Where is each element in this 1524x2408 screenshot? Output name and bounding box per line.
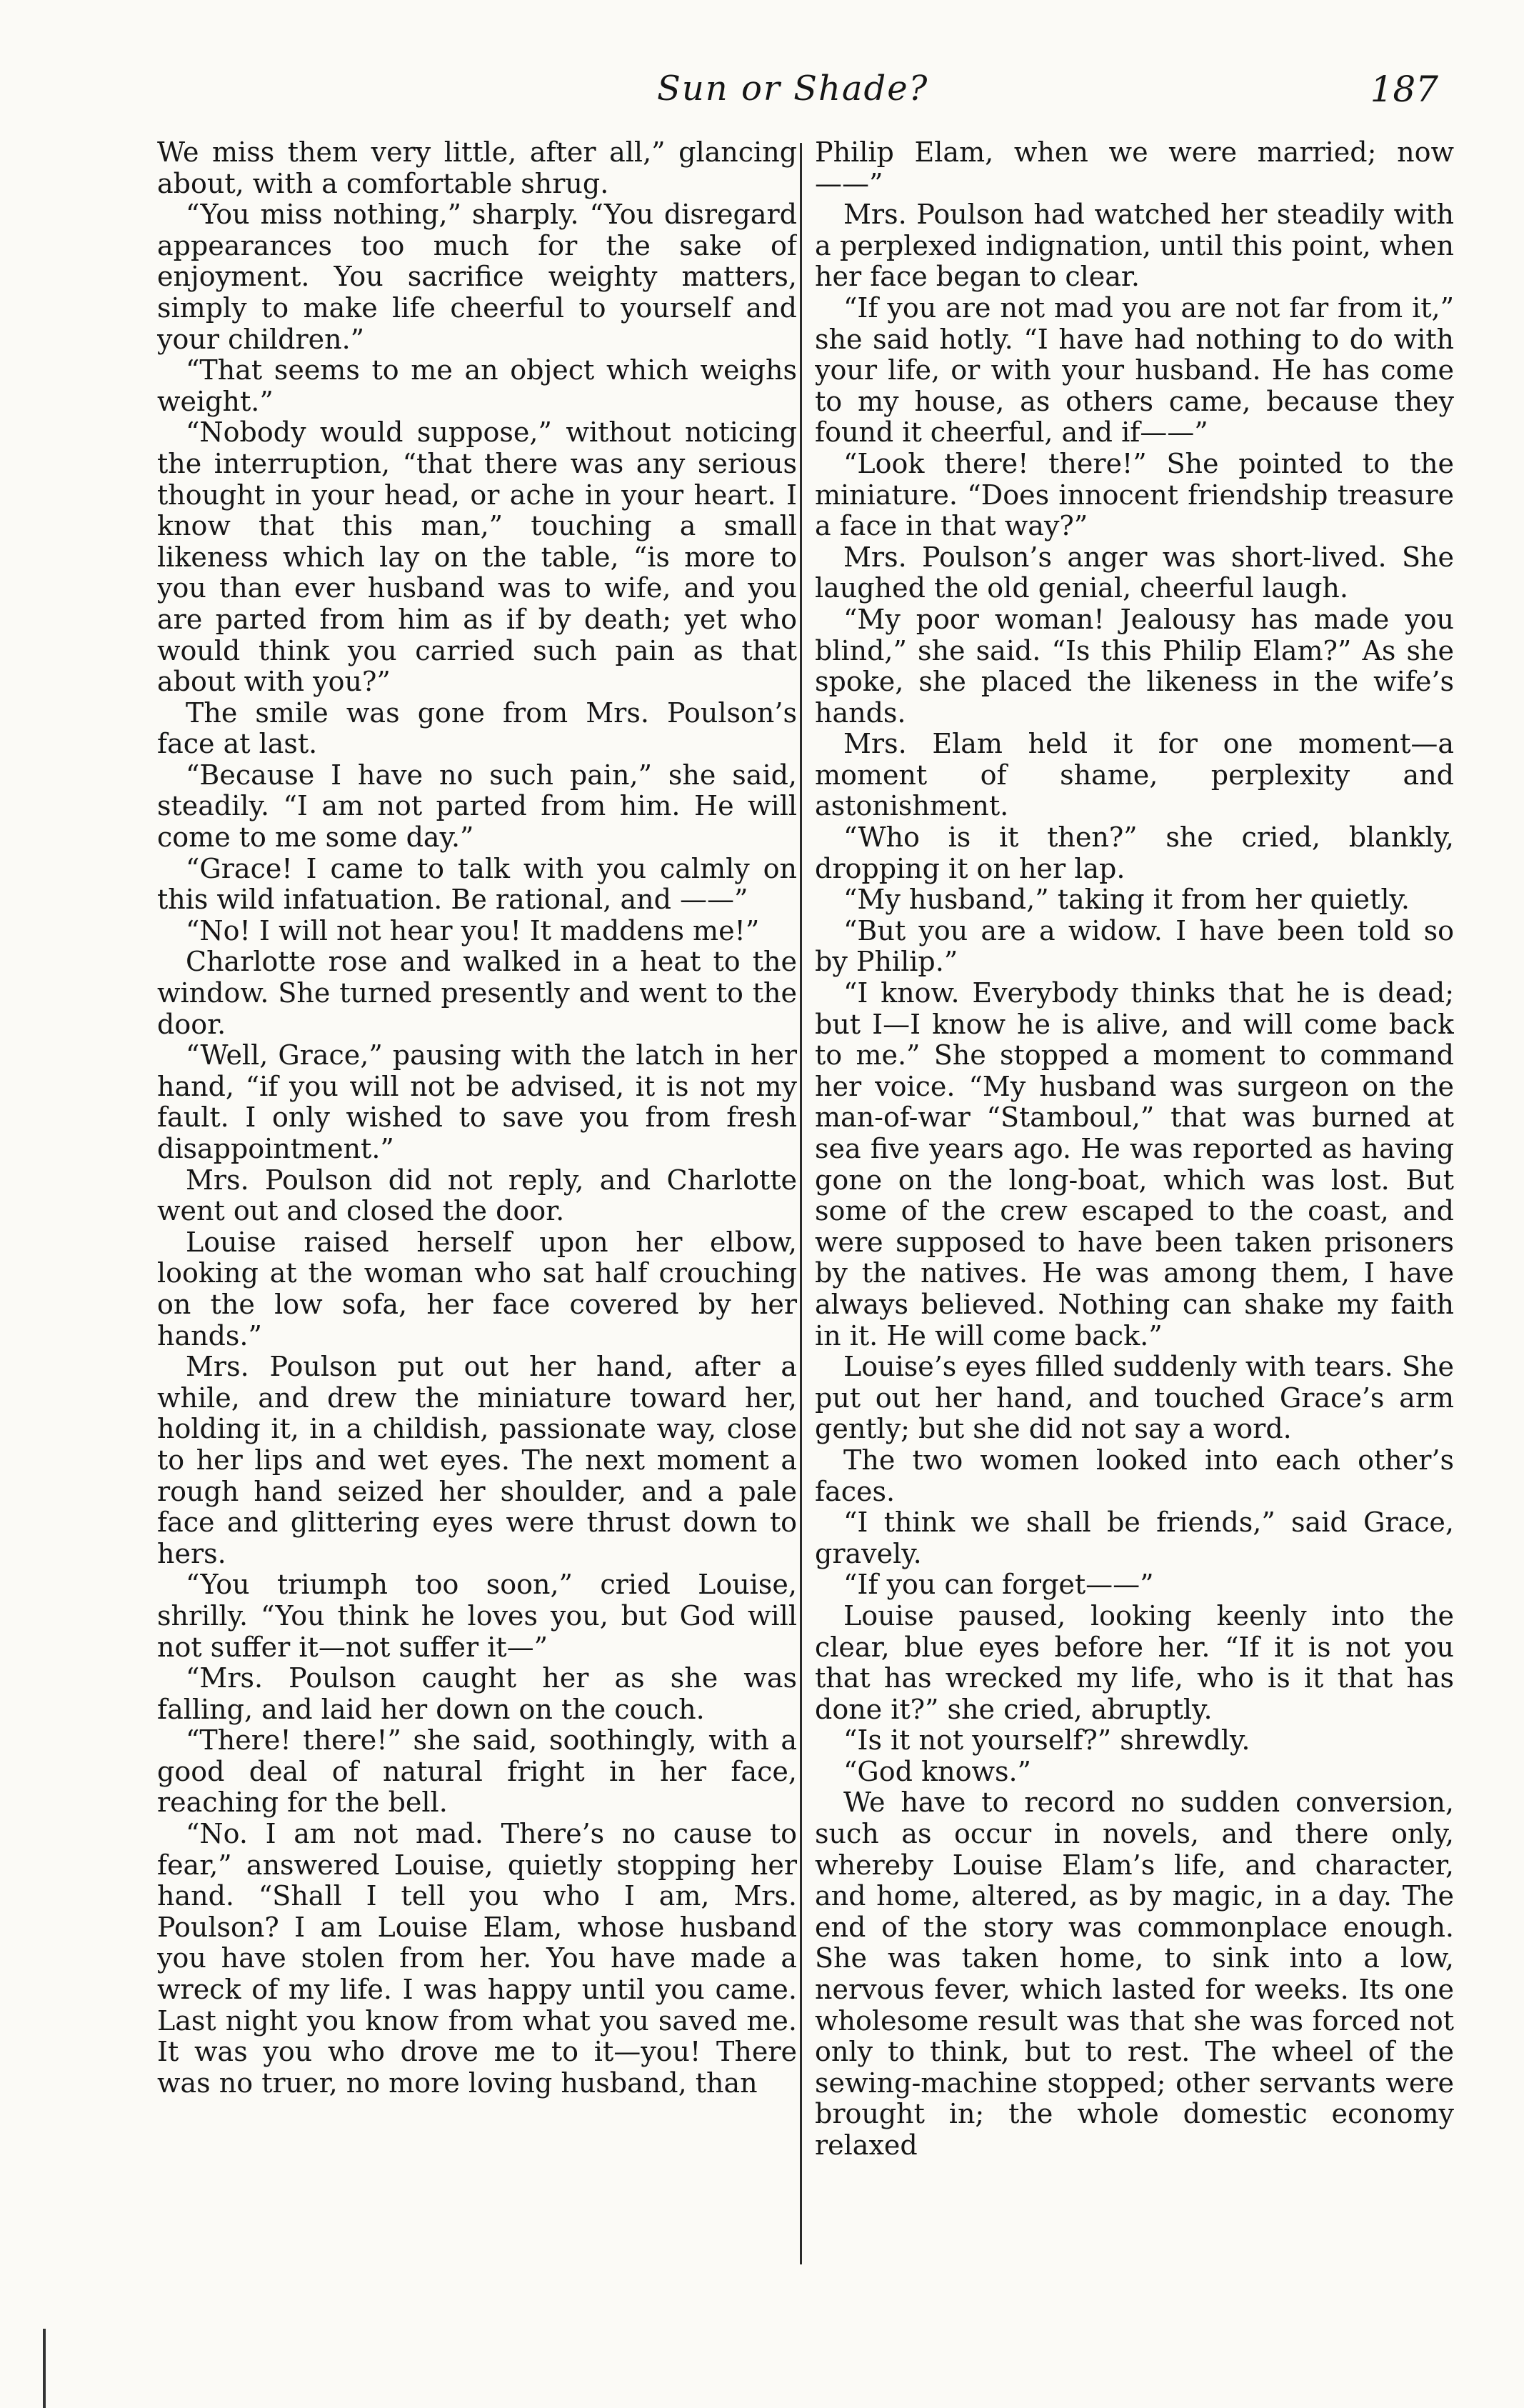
paragraph: The two women looked into each other’s faces. <box>815 1444 1454 1507</box>
paragraph: “I think we shall be friends,” said Grace, gravely. <box>815 1507 1454 1569</box>
paragraph: “There! there!” she said, soothingly, with a good deal of natural fright in her face, reaching for the bell. <box>157 1724 797 1819</box>
paragraph: “No. I am not mad. There’s no cause to fear,” answered Louise, quietly stopping her hand. “Shall I tell you who I am, Mrs. Poulson? I am Louise Elam, whose husband you have stolen from her. You have made a wreck of my life. I was happy until you came. Last night you know from what you saved me. It was you who drove me to it—you! There was no truer, no more loving husband, than <box>157 1818 797 2099</box>
paragraph: Mrs. Poulson put out her hand, after a while, and drew the miniature toward her, holding it, in a childish, passionate way, close to her lips and wet eyes. The next moment a rough hand seized her shoulder, and a pale face and glittering eyes were thrust down to hers. <box>157 1351 797 1569</box>
page-header <box>157 69 1438 119</box>
paragraph: “God knows.” <box>843 1755 1031 1787</box>
paragraph: “Who is it then?” she cried, blankly, dropping it on her lap. <box>815 821 1454 884</box>
left-text-column <box>157 137 797 2280</box>
right-text-column <box>815 137 1454 2280</box>
paragraph: “Well, Grace,” pausing with the latch in her hand, “if you will not be advised, it is not my fault. I only wished to save you from fresh disappointment.” <box>157 1039 797 1164</box>
paragraph: “Nobody would suppose,” without noticing the interruption, “that there was any serious thought in your head, or ache in your heart. I know that this man,” touching a small likeness which lay on the table, “is more to you than ever husband was to wife, and you are parted from him as if by death; yet who would think you carried such pain as that about with you?” <box>157 416 797 698</box>
paragraph: “My husband,” taking it from her quietly. <box>843 884 1410 916</box>
paragraph: “Is it not yourself?” shrewdly. <box>843 1724 1250 1757</box>
paragraph: “You triumph too soon,” cried Louise, shrilly. “You think he loves you, but God will not suffer it—not suffer it—” <box>157 1569 797 1663</box>
paragraph: Louise raised herself upon her elbow, looking at the woman who sat half crouching on the low sofa, her face covered by her hands.” <box>157 1226 797 1352</box>
paragraph: We have to record no sudden conversion, such as occur in novels, and there only, whereby Louise Elam’s life, and character, and home, altered, as by magic, in a day. The end of the story was commonplace enough. She was taken home, to sink into a low, nervous fever, which lasted for weeks. Its one wholesome result was that she was forced not only to think, but to rest. The wheel of the sewing-machine stopped; other servants were brought in; the whole domestic economy relaxed <box>815 1787 1454 2161</box>
page-number: 187 <box>1370 69 1438 110</box>
paragraph: “That seems to me an object which weighs weight.” <box>157 354 797 417</box>
paragraph: “Mrs. Poulson caught her as she was falling, and laid her down on the couch. <box>157 1662 797 1725</box>
paragraph: Charlotte rose and walked in a heat to the window. She turned presently and went to the door. <box>157 946 797 1040</box>
paragraph: Philip Elam, when we were married; now ——” <box>815 137 1454 199</box>
column-divider <box>800 143 802 2264</box>
paragraph: Mrs. Elam held it for one moment—a moment of shame, perplexity and astonishment. <box>815 728 1454 822</box>
paragraph: “Because I have no such pain,” she said, steadily. “I am not parted from him. He will come to me some day.” <box>157 759 797 854</box>
paragraph: “But you are a widow. I have been told so by Philip.” <box>815 914 1454 978</box>
paragraph: The smile was gone from Mrs. Poulson’s face at last. <box>157 696 797 760</box>
paragraph: Mrs. Poulson’s anger was short-lived. She laughed the old genial, cheerful laugh. <box>815 541 1454 604</box>
paragraph: “I know. Everybody thinks that he is dead; but I—I know he is alive, and will come back to me.” She stopped a moment to command her voice. “My husband was surgeon on the man-of-war “Stamboul,” that was burned at sea five years ago. He was reported as having gone on the long-boat, which was lost. But some of the crew escaped to the coast, and were supposed to have been taken prisoners by the natives. He was among them, I have always believed. Nothing can shake my faith in it. He will come back.” <box>815 977 1454 1352</box>
paragraph: Mrs. Poulson had watched her steadily with a perplexed indignation, until this point, when her face began to clear. <box>815 199 1454 293</box>
page-edge-mark <box>43 2329 46 2408</box>
paragraph: Louise’s eyes filled suddenly with tears. She put out her hand, and touched Grace’s arm gently; but she did not say a word. <box>815 1351 1454 1445</box>
paragraph: “If you are not mad you are not far from it,” she said hotly. “I have had nothing to do with your life, or with your husband. He has come to my house, as others came, because they found it cheerful, and if——” <box>815 291 1454 449</box>
running-title: Sun or Shade? <box>657 69 929 109</box>
paragraph: “My poor woman! Jealousy has made you blind,” she said. “Is this Philip Elam?” As she spoke, she placed the likeness in the wife’s hands. <box>815 603 1454 729</box>
paragraph: Mrs. Poulson did not reply, and Charlotte went out and closed the door. <box>157 1164 797 1227</box>
paragraph: “No! I will not hear you! It maddens me!” <box>186 914 760 946</box>
paragraph: “Look there! there!” She pointed to the miniature. “Does innocent friendship treasure a face in that way?” <box>815 447 1454 542</box>
paragraph: Louise paused, looking keenly into the clear, blue eyes before her. “If it is not you that has wrecked my life, who is it that has done it?” she cried, abruptly. <box>815 1599 1454 1725</box>
paragraph: “If you can forget——” <box>843 1569 1154 1601</box>
paragraph: “Grace! I came to talk with you calmly on this wild infatuation. Be rational, and ——” <box>157 852 797 916</box>
paragraph: We miss them very little, after all,” glancing about, with a comfortable shrug. <box>157 137 797 199</box>
paragraph: “You miss nothing,” sharply. “You disregard appearances too much for the sake of enjoyment. You sacrifice weighty matters, simply to make life cheerful to yourself and your children.” <box>157 199 797 355</box>
